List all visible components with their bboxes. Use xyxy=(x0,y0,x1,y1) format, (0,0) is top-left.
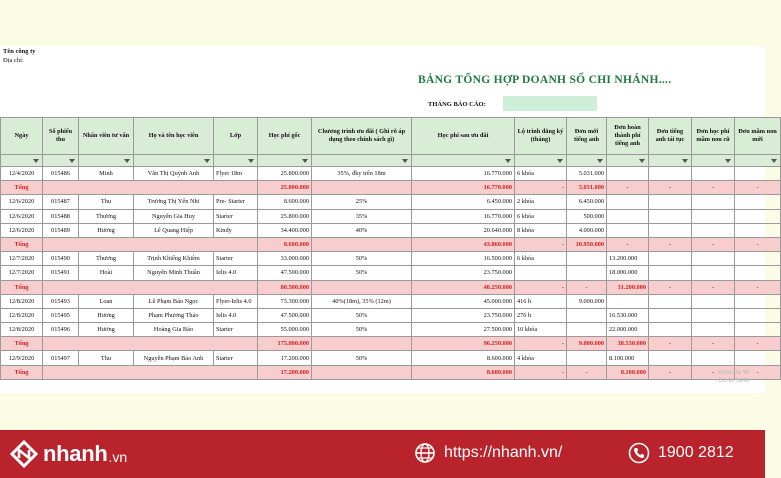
total-label[interactable]: Tổng xyxy=(1,280,43,294)
cell-receipt[interactable]: 015491 xyxy=(43,266,79,280)
activate-windows-watermark xyxy=(718,369,749,385)
cell-done-en[interactable]: 22.000.000 xyxy=(607,323,649,337)
total-term[interactable]: - xyxy=(515,365,567,379)
total-row[interactable] xyxy=(1,365,781,379)
total-empty-cell[interactable] xyxy=(312,337,412,351)
cell-class[interactable]: Ielts 4.0 xyxy=(214,266,258,280)
cell-staff[interactable]: Thương xyxy=(79,209,134,223)
cell-fee-after[interactable]: 45.000.000 xyxy=(412,294,515,308)
total-done-en[interactable]: - xyxy=(607,181,649,195)
cell-fee-after[interactable]: 16.500.000 xyxy=(412,252,515,266)
cell-old-kid[interactable] xyxy=(692,308,735,322)
cell-new-kid[interactable] xyxy=(735,195,781,209)
cell-renew-en[interactable] xyxy=(649,323,692,337)
cell-fee-after[interactable]: 23.750.000 xyxy=(412,266,515,280)
cell-receipt[interactable]: 015493 xyxy=(43,294,79,308)
total-new-kid[interactable]: - xyxy=(735,337,781,351)
hotline[interactable] xyxy=(628,442,734,464)
total-renew-en[interactable]: - xyxy=(649,337,692,351)
cell-promo[interactable]: 50% xyxy=(312,323,412,337)
filter-dropdown-button[interactable] xyxy=(515,155,567,167)
phone-number: 1900 2812 xyxy=(658,444,734,461)
cell-term[interactable]: 6 khóa xyxy=(515,209,567,223)
cell-class[interactable]: Starter xyxy=(214,209,258,223)
brand-name: nhanh xyxy=(43,441,108,466)
cell-staff[interactable]: Loan xyxy=(79,294,134,308)
cell-new-kid[interactable] xyxy=(735,323,781,337)
total-row[interactable] xyxy=(1,337,781,351)
total-fee-after[interactable]: 8.600.000 xyxy=(412,365,515,379)
total-new-kid[interactable]: - xyxy=(735,280,781,294)
total-empty-cell[interactable] xyxy=(312,365,412,379)
cell-old-kid[interactable] xyxy=(692,195,735,209)
cell-student[interactable]: Hoàng Gia Bảo xyxy=(134,323,214,337)
brand-logo[interactable] xyxy=(10,439,127,469)
total-new-en[interactable]: 9.000.000 xyxy=(567,337,607,351)
cell-student[interactable]: Trịnh Khiếng Khiêm xyxy=(134,252,214,266)
cell-class[interactable]: Starter xyxy=(214,252,258,266)
total-term[interactable]: - xyxy=(515,280,567,294)
cell-term[interactable]: 4 khóa xyxy=(515,351,567,365)
cell-fee[interactable]: 47.500.000 xyxy=(258,266,312,280)
cell-fee[interactable]: 8.600.000 xyxy=(258,195,312,209)
cell-new-kid[interactable] xyxy=(735,266,781,280)
cell-new-en[interactable]: 4.000.000 xyxy=(567,223,607,237)
cell-fee-after[interactable]: 27.500.000 xyxy=(412,323,515,337)
cell-done-en[interactable] xyxy=(607,209,649,223)
filter-dropdown-button[interactable] xyxy=(649,155,692,167)
cell-promo[interactable]: 25% xyxy=(312,195,412,209)
total-empty-cell[interactable] xyxy=(312,181,412,195)
filter-dropdown-button[interactable] xyxy=(214,155,258,167)
total-fee-after[interactable]: 96.250.000 xyxy=(412,337,515,351)
nhanh-logo-icon xyxy=(10,440,38,468)
table-row[interactable] xyxy=(1,294,781,308)
cell-staff[interactable]: Minh xyxy=(79,167,134,181)
company-name-label: Tên công ty xyxy=(3,48,36,55)
filter-dropdown-button[interactable] xyxy=(735,155,781,167)
total-fee[interactable]: 8.600.000 xyxy=(258,237,312,251)
cell-student[interactable]: Nguyễn Gia Huy xyxy=(134,209,214,223)
cell-renew-en[interactable] xyxy=(649,294,692,308)
cell-new-en[interactable]: 6.450.000 xyxy=(567,195,607,209)
cell-fee-after[interactable]: 6.450.000 xyxy=(412,195,515,209)
cell-receipt[interactable]: 015486 xyxy=(43,167,79,181)
total-renew-en[interactable]: - xyxy=(649,181,692,195)
cell-new-en[interactable]: 9.000.000 xyxy=(567,294,607,308)
table-row[interactable] xyxy=(1,167,781,181)
cell-receipt[interactable]: 015496 xyxy=(43,323,79,337)
cell-date[interactable]: 12/4/2020 xyxy=(1,167,43,181)
cell-staff[interactable]: Thu xyxy=(79,195,134,209)
cell-new-en[interactable] xyxy=(567,323,607,337)
cell-receipt[interactable]: 015488 xyxy=(43,209,79,223)
total-fee-after[interactable]: 16.770.000 xyxy=(412,181,515,195)
cell-term[interactable]: 6 khóa xyxy=(515,167,567,181)
cell-renew-en[interactable] xyxy=(649,351,692,365)
cell-fee[interactable]: 17.200.000 xyxy=(258,351,312,365)
cell-old-kid[interactable] xyxy=(692,323,735,337)
cell-new-en[interactable]: 5.031.000 xyxy=(567,167,607,181)
total-done-en[interactable]: - xyxy=(607,237,649,251)
cell-class[interactable]: Starter xyxy=(214,323,258,337)
cell-receipt[interactable]: 015497 xyxy=(43,351,79,365)
cell-renew-en[interactable] xyxy=(649,252,692,266)
total-done-en[interactable]: 31.200.000 xyxy=(607,280,649,294)
filter-dropdown-button[interactable] xyxy=(43,155,79,167)
table-row[interactable] xyxy=(1,266,781,280)
cell-student[interactable]: Phạm Phương Thảo xyxy=(134,308,214,322)
total-new-en[interactable]: - xyxy=(567,280,607,294)
total-old-kid[interactable]: - xyxy=(692,365,735,379)
cell-receipt[interactable]: 015487 xyxy=(43,195,79,209)
cell-class[interactable]: Flyer 18m xyxy=(214,167,258,181)
filter-dropdown-button[interactable] xyxy=(1,155,43,167)
cell-old-kid[interactable] xyxy=(692,294,735,308)
cell-new-kid[interactable] xyxy=(735,209,781,223)
phone-icon xyxy=(628,442,650,464)
total-new-kid[interactable]: - xyxy=(735,365,781,379)
cell-date[interactable]: 12/6/2020 xyxy=(1,209,43,223)
total-old-kid[interactable]: - xyxy=(692,181,735,195)
total-old-kid[interactable]: - xyxy=(692,337,735,351)
cell-date[interactable]: 12/8/2020 xyxy=(1,308,43,322)
cell-date[interactable]: 12/7/2020 xyxy=(1,252,43,266)
table-row[interactable] xyxy=(1,323,781,337)
cell-student[interactable]: Lê Phạm Bảo Ngọc xyxy=(134,294,214,308)
cell-done-en[interactable]: 13.200.000 xyxy=(607,252,649,266)
total-fee-after[interactable]: 40.250.000 xyxy=(412,280,515,294)
spreadsheet xyxy=(0,46,777,393)
total-empty-cell[interactable] xyxy=(312,280,412,294)
filter-row xyxy=(1,155,781,167)
total-empty-cell[interactable] xyxy=(43,365,258,379)
total-row[interactable] xyxy=(1,181,781,195)
cell-done-en[interactable] xyxy=(607,195,649,209)
cell-class[interactable]: Ielts 4.0 xyxy=(214,308,258,322)
column-header: Đơn hoàn thành phí tiếng anh xyxy=(607,118,649,155)
filter-dropdown-button[interactable] xyxy=(412,155,515,167)
cell-student[interactable]: Lê Quang Hiệp xyxy=(134,223,214,237)
report-month-input[interactable] xyxy=(503,96,597,111)
cell-staff[interactable]: Thương xyxy=(79,252,134,266)
total-renew-en[interactable]: - xyxy=(649,237,692,251)
filter-dropdown-button[interactable] xyxy=(607,155,649,167)
cell-fee-after[interactable]: 16.770.000 xyxy=(412,209,515,223)
cell-promo[interactable]: 50% xyxy=(312,252,412,266)
total-empty-cell[interactable] xyxy=(43,237,258,251)
cell-staff[interactable]: Hương xyxy=(79,323,134,337)
column-header: Lớp xyxy=(214,118,258,155)
cell-renew-en[interactable] xyxy=(649,223,692,237)
sales-table xyxy=(0,117,781,380)
cell-class[interactable]: Pre- Starter xyxy=(214,195,258,209)
cell-old-kid[interactable] xyxy=(692,351,735,365)
cell-fee[interactable]: 25.800.000 xyxy=(258,209,312,223)
cell-done-en[interactable] xyxy=(607,223,649,237)
cell-old-kid[interactable] xyxy=(692,266,735,280)
cell-done-en[interactable]: 8.100.000 xyxy=(607,351,649,365)
total-label[interactable]: Tổng xyxy=(1,181,43,195)
globe-icon xyxy=(414,442,436,464)
table-row[interactable] xyxy=(1,351,781,365)
column-header: Số phiếu thu xyxy=(43,118,79,155)
total-empty-cell[interactable] xyxy=(312,237,412,251)
footer-banner xyxy=(0,430,765,478)
total-fee[interactable]: 17.200.000 xyxy=(258,365,312,379)
cell-renew-en[interactable] xyxy=(649,266,692,280)
total-done-en[interactable]: 8.100.000 xyxy=(607,365,649,379)
cell-class[interactable]: Kindy xyxy=(214,223,258,237)
filter-dropdown-button[interactable] xyxy=(79,155,134,167)
total-row[interactable] xyxy=(1,237,781,251)
cell-done-en[interactable] xyxy=(607,294,649,308)
total-empty-cell[interactable] xyxy=(43,181,258,195)
filter-dropdown-button[interactable] xyxy=(258,155,312,167)
cell-class[interactable]: Flyer-Ielts 4.0 xyxy=(214,294,258,308)
cell-new-kid[interactable] xyxy=(735,308,781,322)
cell-fee[interactable]: 33.000.000 xyxy=(258,252,312,266)
column-header: Đơn mới tiếng anh xyxy=(567,118,607,155)
cell-term[interactable]: 6 khóa xyxy=(515,252,567,266)
total-renew-en[interactable]: - xyxy=(649,280,692,294)
column-header: Học phí gốc xyxy=(258,118,312,155)
filter-dropdown-button[interactable] xyxy=(134,155,214,167)
cell-date[interactable]: 12/8/2020 xyxy=(1,294,43,308)
cell-new-kid[interactable] xyxy=(735,167,781,181)
column-header: Ngày xyxy=(1,118,43,155)
cell-promo[interactable]: 50% xyxy=(312,308,412,322)
cell-done-en[interactable]: 16.530.000 xyxy=(607,308,649,322)
column-header: Chương trình ưu đãi ( Ghi rõ áp dụng theo chính sách gì) xyxy=(312,118,412,155)
cell-renew-en[interactable] xyxy=(649,308,692,322)
cell-fee[interactable]: 34.400.000 xyxy=(258,223,312,237)
cell-receipt[interactable]: 015490 xyxy=(43,252,79,266)
total-term[interactable]: - xyxy=(515,181,567,195)
cell-new-kid[interactable] xyxy=(735,223,781,237)
header-row xyxy=(1,118,781,155)
cell-new-en[interactable]: 500.000 xyxy=(567,209,607,223)
total-new-kid[interactable]: - xyxy=(735,181,781,195)
total-empty-cell[interactable] xyxy=(43,280,258,294)
table-row[interactable] xyxy=(1,209,781,223)
cell-new-kid[interactable] xyxy=(735,351,781,365)
cell-promo[interactable]: 35%, đky trên 18m xyxy=(312,167,412,181)
watermark-line-1: Activate W xyxy=(718,369,750,376)
cell-date[interactable]: 12/8/2020 xyxy=(1,323,43,337)
website-url: https://nhanh.vn/ xyxy=(444,444,563,461)
filter-dropdown-button[interactable] xyxy=(567,155,607,167)
cell-staff[interactable]: Thu xyxy=(79,351,134,365)
table-row[interactable] xyxy=(1,252,781,266)
cell-term[interactable]: 2 khóa xyxy=(515,195,567,209)
cell-staff[interactable]: Hoài xyxy=(79,266,134,280)
cell-old-kid[interactable] xyxy=(692,223,735,237)
total-new-kid[interactable]: - xyxy=(735,237,781,251)
cell-staff[interactable]: Hương xyxy=(79,308,134,322)
cell-fee[interactable]: 25.800.000 xyxy=(258,167,312,181)
cell-date[interactable]: 12/7/2020 xyxy=(1,266,43,280)
cell-new-en[interactable] xyxy=(567,308,607,322)
table-row[interactable] xyxy=(1,195,781,209)
column-header: Đơn mầm non mới xyxy=(735,118,781,155)
total-old-kid[interactable]: - xyxy=(692,237,735,251)
cell-new-kid[interactable] xyxy=(735,294,781,308)
cell-promo[interactable]: 35% xyxy=(312,209,412,223)
cell-student[interactable]: Văn Thị Quỳnh Anh xyxy=(134,167,214,181)
total-label[interactable]: Tổng xyxy=(1,237,43,251)
cell-term[interactable]: 276 h xyxy=(515,308,567,322)
table-row[interactable] xyxy=(1,308,781,322)
table-row[interactable] xyxy=(1,223,781,237)
total-new-en[interactable]: 10.950.000 xyxy=(567,237,607,251)
total-label[interactable]: Tổng xyxy=(1,365,43,379)
cell-receipt[interactable]: 015489 xyxy=(43,223,79,237)
total-fee[interactable]: 175.800.000 xyxy=(258,337,312,351)
cell-date[interactable]: 12/6/2020 xyxy=(1,223,43,237)
cell-receipt[interactable]: 015495 xyxy=(43,308,79,322)
total-fee-after[interactable]: 43.860.000 xyxy=(412,237,515,251)
cell-old-kid[interactable] xyxy=(692,209,735,223)
cell-old-kid[interactable] xyxy=(692,167,735,181)
sheet-title: BẢNG TỔNG HỢP DOANH SỐ CHI NHÁNH.... xyxy=(418,74,672,86)
cell-done-en[interactable]: 18.000.000 xyxy=(607,266,649,280)
column-header: Đơn học phí mầm non cũ xyxy=(692,118,735,155)
total-fee[interactable]: 80.500.000 xyxy=(258,280,312,294)
cell-fee[interactable]: 47.500.000 xyxy=(258,308,312,322)
brand-domain-ext: .vn xyxy=(108,448,128,465)
column-header: Đơn tiếng anh tái tục xyxy=(649,118,692,155)
total-fee[interactable]: 25.800.000 xyxy=(258,181,312,195)
cell-fee-after[interactable]: 8.600.000 xyxy=(412,351,515,365)
cell-fee-after[interactable]: 23.750.000 xyxy=(412,308,515,322)
cell-fee[interactable]: 55.000.000 xyxy=(258,323,312,337)
total-old-kid[interactable]: - xyxy=(692,280,735,294)
cell-class[interactable]: Starter xyxy=(214,351,258,365)
cell-date[interactable]: 12/6/2020 xyxy=(1,195,43,209)
cell-term[interactable]: 416 h xyxy=(515,294,567,308)
cell-promo[interactable]: 50% xyxy=(312,266,412,280)
column-header: Lộ trình đăng ký (tháng) xyxy=(515,118,567,155)
cell-staff[interactable]: Hương xyxy=(79,223,134,237)
cell-done-en[interactable] xyxy=(607,167,649,181)
cell-promo[interactable]: 40%(18m), 35% (12m) xyxy=(312,294,412,308)
cell-fee-after[interactable]: 16.770.000 xyxy=(412,167,515,181)
company-address-label: Địa chỉ: xyxy=(3,57,24,64)
cell-new-en[interactable] xyxy=(567,266,607,280)
column-header: Nhân viên tư vấn xyxy=(79,118,134,155)
total-done-en[interactable]: 38.530.000 xyxy=(607,337,649,351)
cell-student[interactable]: Trương Thị Yến Nhi xyxy=(134,195,214,209)
cell-student[interactable]: Nguyễn Phạm Bảo Anh xyxy=(134,351,214,365)
total-new-en[interactable]: - xyxy=(567,365,607,379)
filter-dropdown-button[interactable] xyxy=(692,155,735,167)
total-new-en[interactable]: 5.031.000 xyxy=(567,181,607,195)
cell-term[interactable]: 8 khóa xyxy=(515,223,567,237)
cell-new-kid[interactable] xyxy=(735,252,781,266)
total-term[interactable]: - xyxy=(515,337,567,351)
cell-old-kid[interactable] xyxy=(692,252,735,266)
cell-date[interactable]: 12/9/2020 xyxy=(1,351,43,365)
filter-dropdown-button[interactable] xyxy=(312,155,412,167)
website-link[interactable] xyxy=(414,442,562,464)
total-term[interactable]: - xyxy=(515,237,567,251)
cell-term[interactable]: 10 khóa xyxy=(515,323,567,337)
total-label[interactable]: Tổng xyxy=(1,337,43,351)
report-month-label: THÁNG BÁO CÁO: xyxy=(428,101,486,108)
total-renew-en[interactable]: - xyxy=(649,365,692,379)
cell-renew-en[interactable] xyxy=(649,167,692,181)
cell-new-en[interactable] xyxy=(567,252,607,266)
cell-promo[interactable]: 50% xyxy=(312,351,412,365)
cell-fee-after[interactable]: 20.640.000 xyxy=(412,223,515,237)
cell-renew-en[interactable] xyxy=(649,195,692,209)
cell-new-en[interactable] xyxy=(567,351,607,365)
cell-student[interactable]: Nguyễn Minh Thuần xyxy=(134,266,214,280)
total-row[interactable] xyxy=(1,280,781,294)
cell-renew-en[interactable] xyxy=(649,209,692,223)
column-header: Họ và tên học viên xyxy=(134,118,214,155)
cell-promo[interactable]: 40% xyxy=(312,223,412,237)
watermark-line-2: Go to Setti xyxy=(718,376,749,384)
column-header: Học phí sau ưu đãi xyxy=(412,118,515,155)
cell-fee[interactable]: 73.300.000 xyxy=(258,294,312,308)
cell-term[interactable] xyxy=(515,266,567,280)
total-empty-cell[interactable] xyxy=(43,337,258,351)
